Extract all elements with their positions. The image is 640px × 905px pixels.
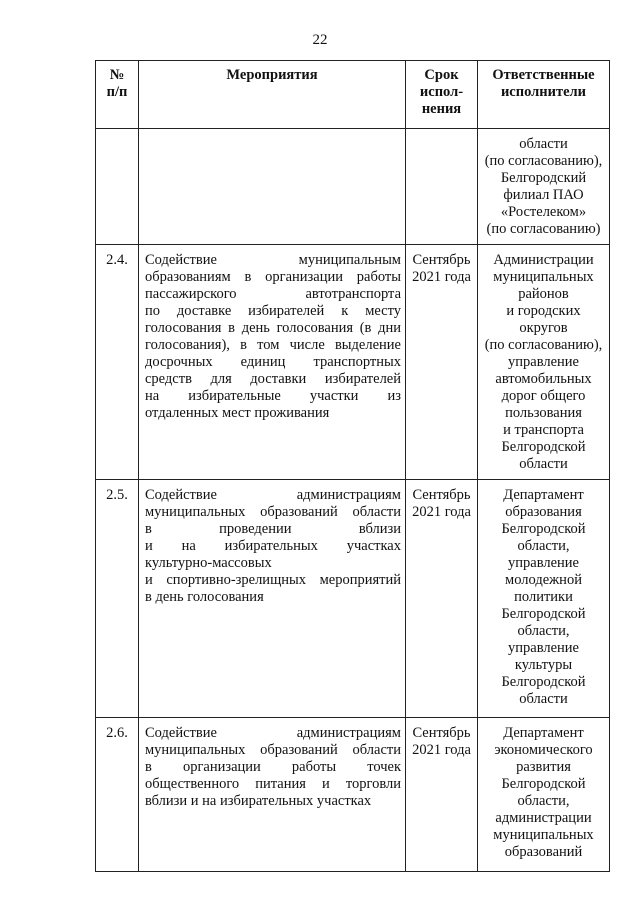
cell-description: Содействие муниципальным образованиям в организации работы пассажирского автотранспорта по доставке избирателей к месту голосования в день голосования (в дни голосования), в том числе выделение досрочных единиц транспортных средств для доставки избирателей на избирательные участки из отдаленных мест проживания xyxy=(139,245,406,480)
table-header-row xyxy=(96,61,610,129)
cell-number: 2.4. xyxy=(96,245,139,480)
measures-table xyxy=(95,60,610,872)
header-term: Срок испол- нения xyxy=(406,61,478,129)
page-number: 22 xyxy=(312,32,328,48)
table-row-continuation xyxy=(96,129,610,245)
cell-term: Сентябрь 2021 года xyxy=(406,718,478,872)
cell-description: Содействие администрациям муниципальных образований области в организации работы точек общественного питания и торговли вблизи и на избирательных участках xyxy=(139,718,406,872)
cell-number: 2.6. xyxy=(96,718,139,872)
cell-responsible: Администрации муниципальных районов и городских округов (по согласованию), управление автомобильных дорог общего пользования и транспорта Белгородской области xyxy=(478,245,610,480)
cell-responsible: Департамент образования Белгородской области, управление молодежной политики Белгородской области, управление культуры Белгородской области xyxy=(478,480,610,718)
cell-description xyxy=(139,129,406,245)
table-row xyxy=(96,245,610,480)
cell-description: Содействие администрациям муниципальных образований области в проведении вблизи и на избирательных участках культурно-массовых и спортивно-зрелищных мероприятий в день голосования xyxy=(139,480,406,718)
cell-number: 2.5. xyxy=(96,480,139,718)
header-responsible: Ответственные исполнители xyxy=(478,61,610,129)
cell-responsible: Департамент экономического развития Белгородской области, администрации муниципальных образований xyxy=(478,718,610,872)
table-row xyxy=(96,480,610,718)
cell-term: Сентябрь 2021 года xyxy=(406,480,478,718)
table-row xyxy=(96,718,610,872)
header-number: № п/п xyxy=(96,61,139,129)
cell-responsible: области (по согласованию), Белгородский филиал ПАО «Ростелеком» (по согласованию) xyxy=(478,129,610,245)
cell-number xyxy=(96,129,139,245)
header-measures: Мероприятия xyxy=(139,61,406,129)
cell-term: Сентябрь 2021 года xyxy=(406,245,478,480)
cell-term xyxy=(406,129,478,245)
